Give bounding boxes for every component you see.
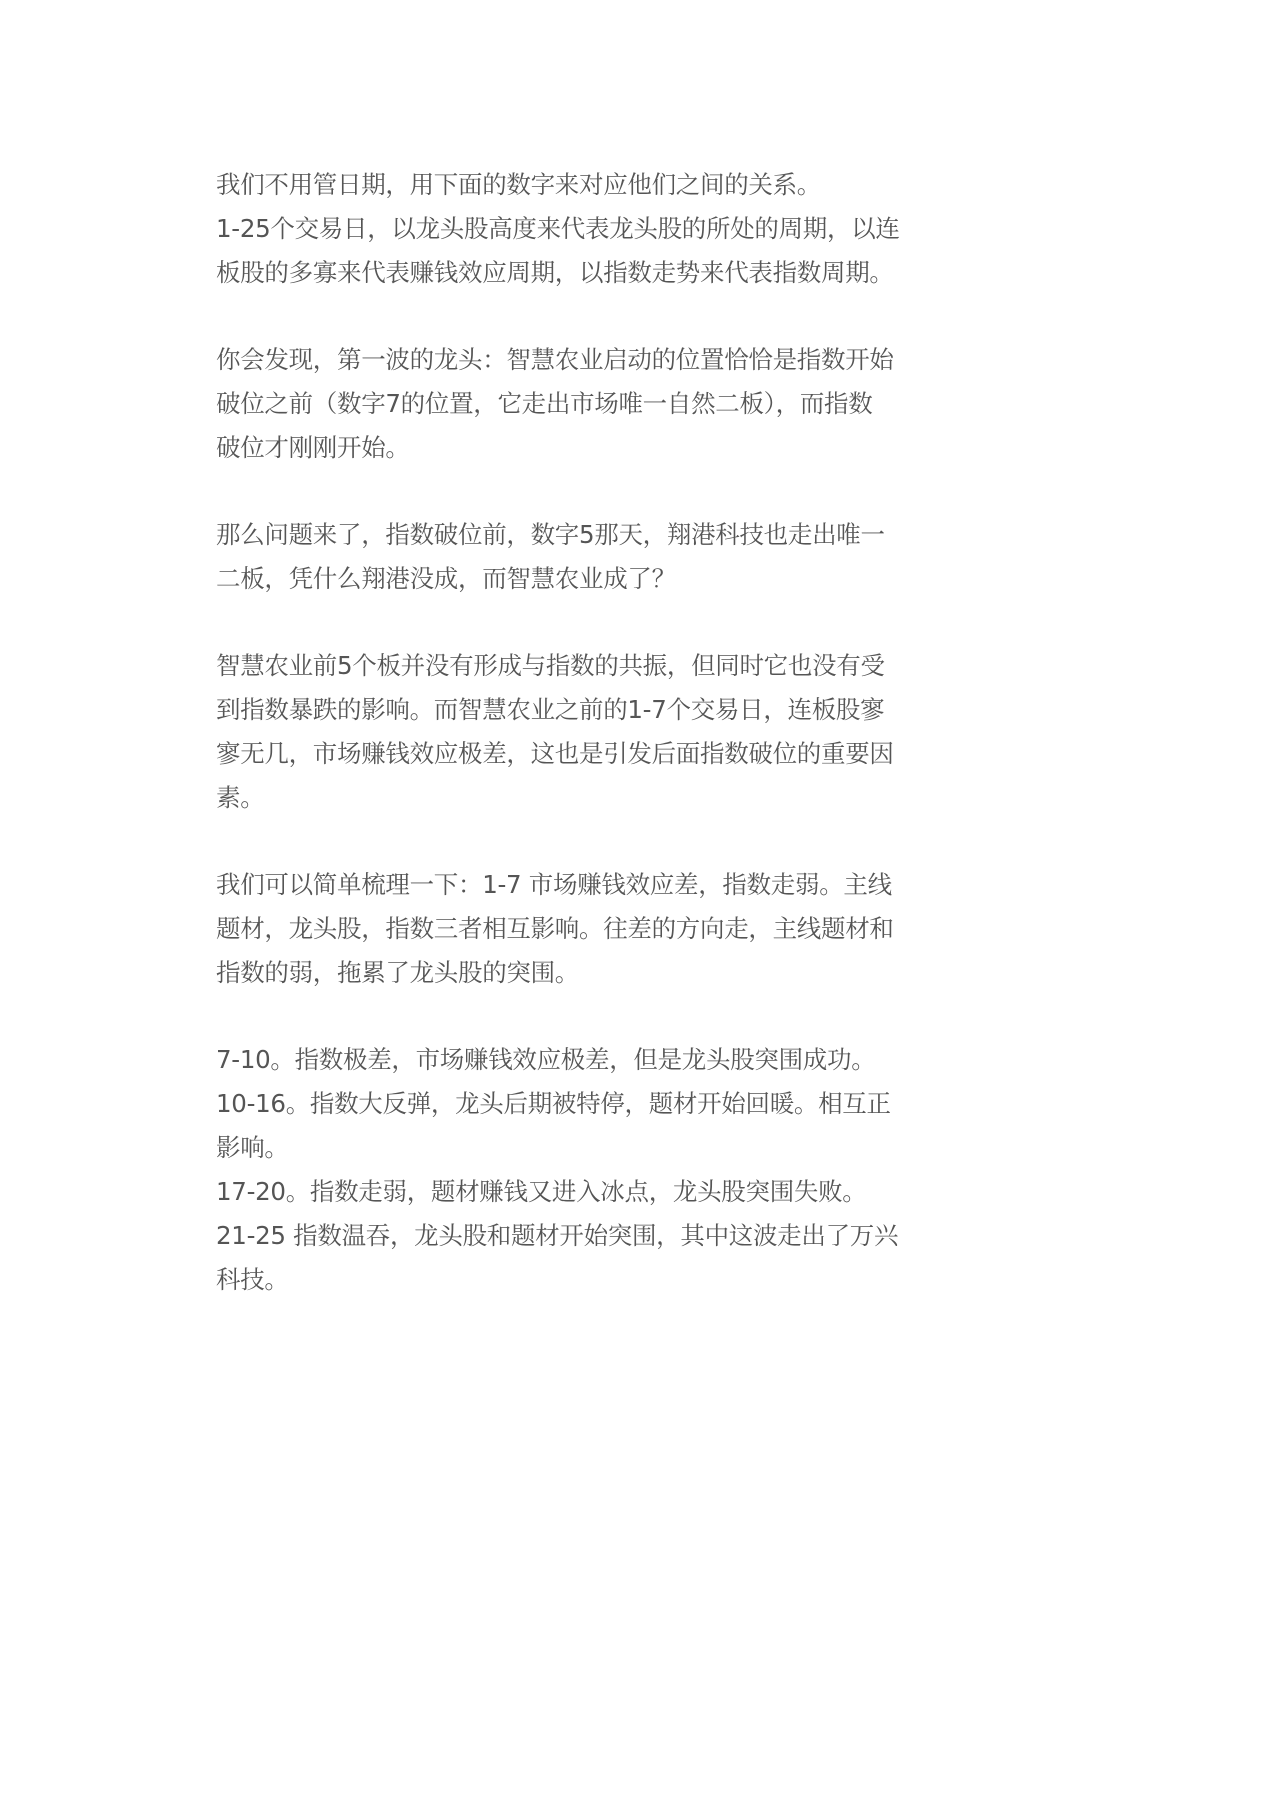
text-line: 1-25个交易日，以龙头股高度来代表龙头股的所处的周期，以连 [216, 214, 900, 243]
text-line: 指数的弱，拖累了龙头股的突围。 [216, 958, 579, 987]
text-line: 寥无几，市场赚钱效应极差，这也是引发后面指数破位的重要因 [216, 739, 894, 768]
text-line: 我们不用管日期，用下面的数字来对应他们之间的关系。 [216, 170, 821, 199]
article-body [216, 163, 946, 1345]
watermark-smudge [391, 1373, 931, 1411]
paragraph-timeline [216, 1038, 946, 1302]
text-line: 破位才刚刚开始。 [216, 433, 410, 462]
text-line: 二板，凭什么翔港没成，而智慧农业成了？ [216, 564, 676, 593]
paragraph-intro [216, 163, 946, 295]
text-line: 我们可以简单梳理一下：1-7 市场赚钱效应差，指数走弱。主线 [216, 870, 892, 899]
text-line: 10-16。指数大反弹，龙头后期被特停，题材开始回暖。相互正 [216, 1089, 891, 1118]
text-line: 17-20。指数走弱，题材赚钱又进入冰点，龙头股突围失败。 [216, 1177, 867, 1206]
text-line: 7-10。指数极差，市场赚钱效应极差，但是龙头股突围成功。 [216, 1045, 876, 1074]
paragraph-question [216, 513, 946, 601]
paragraph-summary [216, 863, 946, 995]
text-line: 素。 [216, 783, 265, 812]
text-line: 智慧农业前5个板并没有形成与指数的共振，但同时它也没有受 [216, 651, 885, 680]
text-line: 科技。 [216, 1265, 289, 1294]
text-line: 21-25 指数温吞，龙头股和题材开始突围，其中这波走出了万兴 [216, 1221, 899, 1250]
text-line: 你会发现，第一波的龙头：智慧农业启动的位置恰恰是指数开始 [216, 345, 894, 374]
text-line: 影响。 [216, 1133, 289, 1162]
paragraph-analysis [216, 644, 946, 820]
text-line: 题材，龙头股，指数三者相互影响。往差的方向走，主线题材和 [216, 914, 894, 943]
text-line: 那么问题来了，指数破位前，数字5那天，翔港科技也走出唯一 [216, 520, 885, 549]
text-line: 板股的多寡来代表赚钱效应周期，以指数走势来代表指数周期。 [216, 258, 894, 287]
paragraph-first-wave [216, 338, 946, 470]
text-line: 到指数暴跌的影响。而智慧农业之前的1-7个交易日，连板股寥 [216, 695, 885, 724]
text-line: 破位之前（数字7的位置，它走出市场唯一自然二板），而指数 [216, 389, 873, 418]
